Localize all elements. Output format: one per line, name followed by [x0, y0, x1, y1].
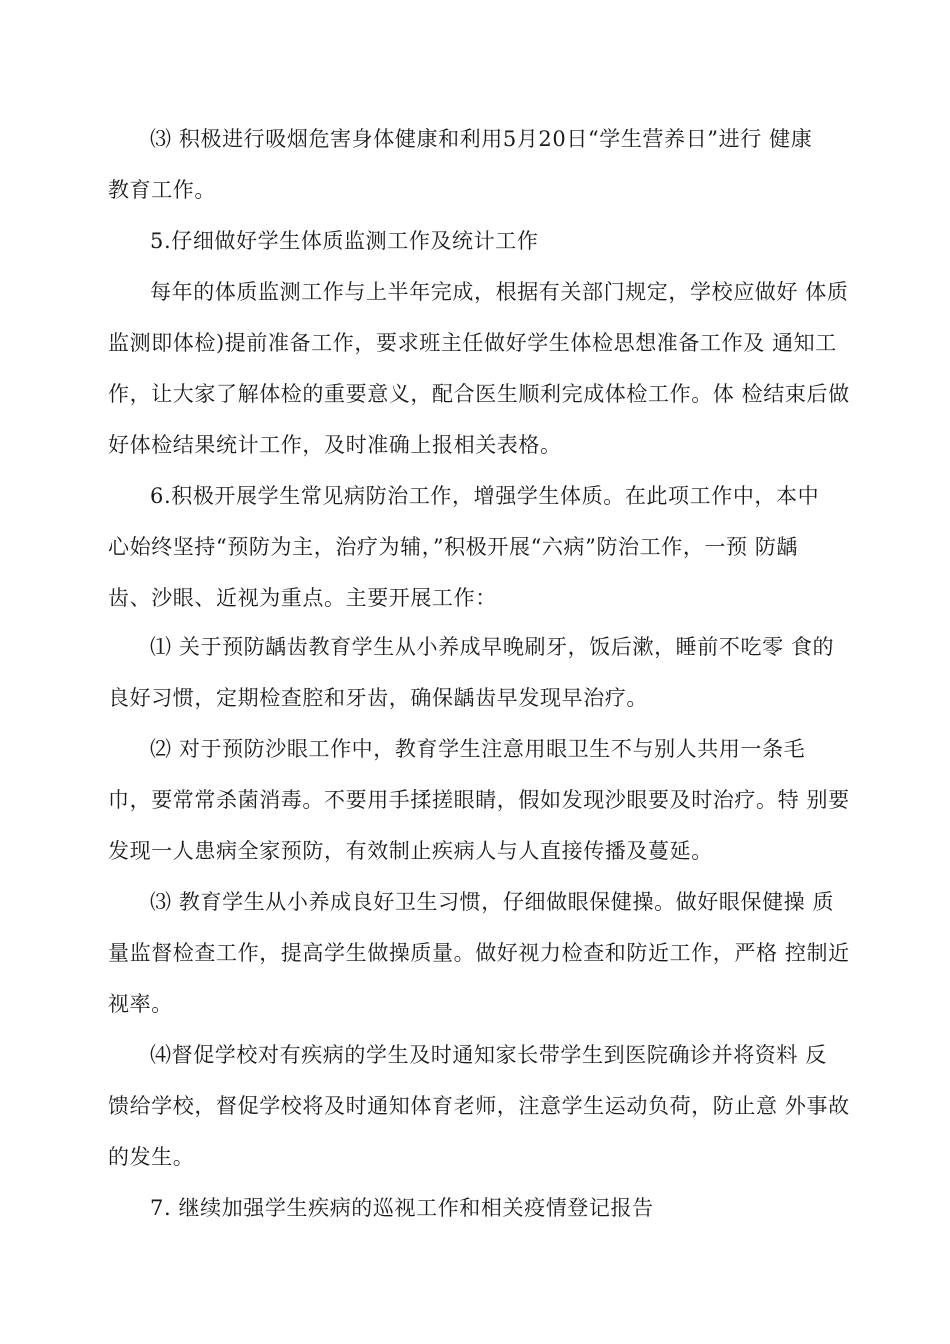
text-line: 巾，要常常杀菌消毒。不要用手揉搓眼睛，假如发现沙眼要及时治疗。特 别要 [108, 788, 850, 812]
text-line: ⑶ 教育学生从小养成良好卫生习惯，仔细做眼保健操。做好眼保健操 质 [150, 890, 835, 914]
text-line: ⑵ 对于预防沙眼工作中，教育学生注意用眼卫生不与别人共用一条毛 [150, 737, 806, 761]
text-line: 心始终坚持“预防为主，治疗为辅，”积极开展“六病”防治工作，一预 防龋 [108, 535, 799, 559]
text-line: 视率。 [108, 992, 173, 1016]
text-line: ⑴ 关于预防龋齿教育学生从小养成早晚刷牙，饭后漱，睡前不吃零 食的 [150, 635, 835, 659]
section-heading: 7. 继续加强学生疾病的巡视工作和相关疫情登记报告 [150, 1196, 654, 1220]
text-line: 作，让大家了解体检的重要意义，配合医生顺利完成体检工作。体 检结束后做 [108, 382, 850, 406]
text-line: 馈给学校，督促学校将及时通知体育老师，注意学生运动负荷，防止意 外事故 [108, 1094, 850, 1118]
text-line: 好体检结果统计工作，及时准确上报相关表格。 [108, 433, 562, 457]
text-line: 发现一人患病全家预防，有效制止疾病人与人直接传播及蔓延。 [108, 839, 713, 863]
section-heading: 6.积极开展学生常见病防治工作，增强学生体质。在此项工作中，本中 [150, 484, 820, 508]
section-heading: 5.仔细做好学生体质监测工作及统计工作 [150, 229, 539, 253]
text-line: 监测即体检)提前准备工作，要求班主任做好学生体检思想准备工作及 通知工 [108, 331, 837, 355]
text-line: ⑷督促学校对有疾病的学生及时通知家长带学生到医院确诊并将资料 反 [150, 1043, 827, 1067]
text-line: 齿、沙眼、近视为重点。主要开展工作： [108, 586, 497, 610]
text-line: 教育工作。 [108, 178, 216, 202]
text-line: 每年的体质监测工作与上半年完成，根据有关部门规定，学校应做好 体质 [150, 280, 849, 304]
text-line: 的发生。 [108, 1145, 195, 1169]
text-line: ⑶ 积极进行吸烟危害身体健康和利用5月20日“学生营养日”进行 健康 [150, 127, 813, 151]
text-line: 良好习惯，定期检查腔和牙齿，确保龋齿早发现早治疗。 [108, 686, 648, 710]
text-line: 量监督检查工作，提高学生做操质量。做好视力检查和防近工作，严格 控制近 [108, 941, 850, 965]
